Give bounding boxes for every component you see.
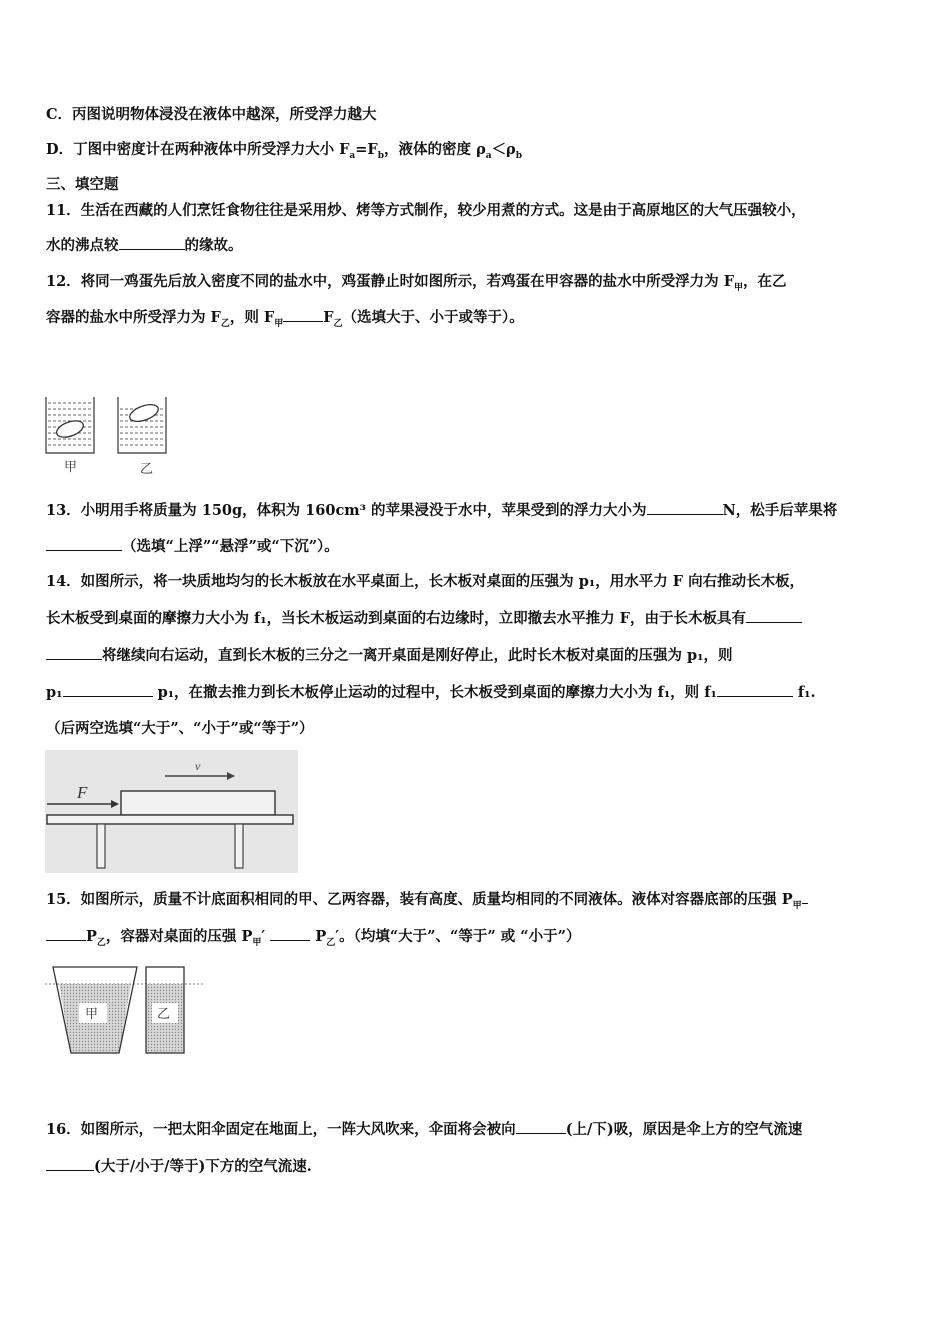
- board-table-figure: [45, 750, 298, 873]
- text: (上/下)吸，原因是伞上方的空气流速: [565, 1121, 803, 1138]
- text: f₁.: [797, 684, 816, 701]
- subscript: b: [515, 150, 523, 161]
- beaker-jia: [46, 397, 94, 453]
- answer-blank[interactable]: [270, 926, 310, 941]
- label-jia: 甲: [64, 460, 78, 475]
- text: P: [86, 928, 97, 945]
- text: ，则 F: [229, 309, 275, 326]
- answer-blank[interactable]: [516, 1119, 566, 1134]
- text: D．丁图中密度计在两种液体中所受浮力大小 F: [46, 141, 350, 158]
- answer-blank[interactable]: [46, 1156, 94, 1171]
- text: 16．如图所示，一把太阳伞固定在地面上，一阵大风吹来，伞面将会被向: [46, 1121, 516, 1138]
- text: （选填“上浮”“悬浮”或“下沉”）。: [122, 538, 339, 555]
- subscript: 甲: [274, 318, 284, 329]
- text: ′: [261, 928, 266, 945]
- text: 13．小明用手将质量为 150g，体积为 160cm³ 的苹果浸没于水中，苹果受到的浮力大小为: [46, 502, 647, 519]
- text: （选填大于、小于或等于）。: [342, 309, 524, 326]
- answer-blank[interactable]: [63, 682, 153, 697]
- q15-line2: [46, 925, 580, 948]
- subscript: 乙: [326, 937, 336, 948]
- subscript: a: [485, 150, 492, 161]
- q12-line1: [46, 270, 787, 293]
- q14-line3: [46, 644, 733, 665]
- subscript: a: [349, 150, 356, 161]
- egg-beakers-figure: [40, 393, 170, 478]
- table-leg-right: [235, 824, 243, 868]
- container-jia: [53, 967, 137, 1053]
- answer-blank[interactable]: [46, 645, 102, 660]
- text: ＜ρ: [491, 141, 516, 158]
- subscript: 乙: [96, 937, 106, 948]
- q16-line2: [46, 1155, 312, 1176]
- answer-blank[interactable]: [647, 500, 723, 515]
- label-yi: 乙: [157, 1007, 171, 1022]
- section-heading: 三、填空题: [46, 176, 119, 193]
- q14-line1: 14．如图所示，将一块质地均匀的长木板放在水平桌面上，长木板对桌面的压强为 p₁，用水平力 F 向右推动长木板，: [46, 573, 805, 590]
- container-yi: [146, 967, 184, 1053]
- long-board: [121, 791, 275, 815]
- text: p₁: [46, 684, 63, 701]
- text: N，松手后苹果将: [722, 502, 838, 519]
- q11-line1: 11．生活在西藏的人们烹饪食物往往是采用炒、烤等方式制作，较少用煮的方式。这是由于高原地区的大气压强较小，: [46, 202, 806, 219]
- option-d: [46, 138, 522, 161]
- text: 的缘故。: [184, 237, 243, 254]
- answer-blank[interactable]: [46, 926, 86, 941]
- label-yi: 乙: [140, 462, 154, 477]
- subscript: 甲: [734, 282, 744, 293]
- text: =F: [355, 141, 378, 158]
- table-top: [47, 815, 293, 824]
- answer-blank[interactable]: [802, 889, 808, 904]
- answer-blank[interactable]: [717, 682, 793, 697]
- q13-line1: [46, 499, 837, 520]
- option-c: C．丙图说明物体浸没在液体中越深，所受浮力越大: [46, 106, 377, 123]
- q11-line2: [46, 234, 243, 255]
- q14-line2: [46, 607, 802, 628]
- text: F: [323, 309, 334, 326]
- table-leg-left: [97, 824, 105, 868]
- label-jia: 甲: [85, 1007, 99, 1022]
- q16-line1: [46, 1118, 802, 1139]
- label-v: v: [195, 759, 201, 773]
- text: 15．如图所示，质量不计底面积相同的甲、乙两容器，装有高度、质量均相同的不同液体。液体对容器底部的压强 P: [46, 891, 793, 908]
- q15-line1: [46, 888, 808, 911]
- answer-blank[interactable]: [46, 536, 122, 551]
- q13-line2: [46, 535, 339, 556]
- label-F: F: [77, 783, 88, 802]
- text: ，液体的密度 ρ: [384, 141, 486, 158]
- text: ，容器对桌面的压强 P: [105, 928, 253, 945]
- text: 长木板受到桌面的摩擦力大小为 f₁，当长木板运动到桌面的右边缘时，立即撤去水平推力 F，由于长木板具有: [46, 610, 746, 627]
- answer-blank[interactable]: [119, 235, 185, 250]
- text: p₁，在撤去推力到长木板停止运动的过程中，长木板受到桌面的摩擦力大小为 f₁，则 f₁: [157, 684, 717, 701]
- text: 12．将同一鸡蛋先后放入密度不同的盐水中，鸡蛋静止时如图所示，若鸡蛋在甲容器的盐水中所受浮力为 F: [46, 273, 735, 290]
- subscript: 甲: [792, 900, 802, 911]
- subscript: 乙: [220, 318, 230, 329]
- text: 水的沸点较: [46, 237, 119, 254]
- q14-line4: [46, 681, 816, 702]
- containers-figure: [45, 965, 210, 1060]
- text: (大于/小于/等于)下方的空气流速.: [94, 1158, 312, 1175]
- subscript: 乙: [333, 318, 343, 329]
- text: P: [315, 928, 327, 945]
- answer-blank[interactable]: [283, 307, 323, 322]
- subscript: 甲: [252, 937, 262, 948]
- answer-blank[interactable]: [746, 608, 802, 623]
- text: 容器的盐水中所受浮力为 F: [46, 309, 221, 326]
- beaker-yi: [118, 397, 166, 453]
- text: ′。（均填“大于”、“等于” 或 “小于”）: [335, 928, 581, 945]
- q14-line5: （后两空选填“大于”、“小于”或“等于”）: [46, 720, 314, 737]
- subscript: b: [377, 150, 385, 161]
- text: ，在乙: [743, 273, 787, 290]
- text: 将继续向右运动，直到长木板的三分之一离开桌面是刚好停止，此时长木板对桌面的压强为 p₁，则: [102, 647, 733, 664]
- q12-line2: [46, 306, 524, 329]
